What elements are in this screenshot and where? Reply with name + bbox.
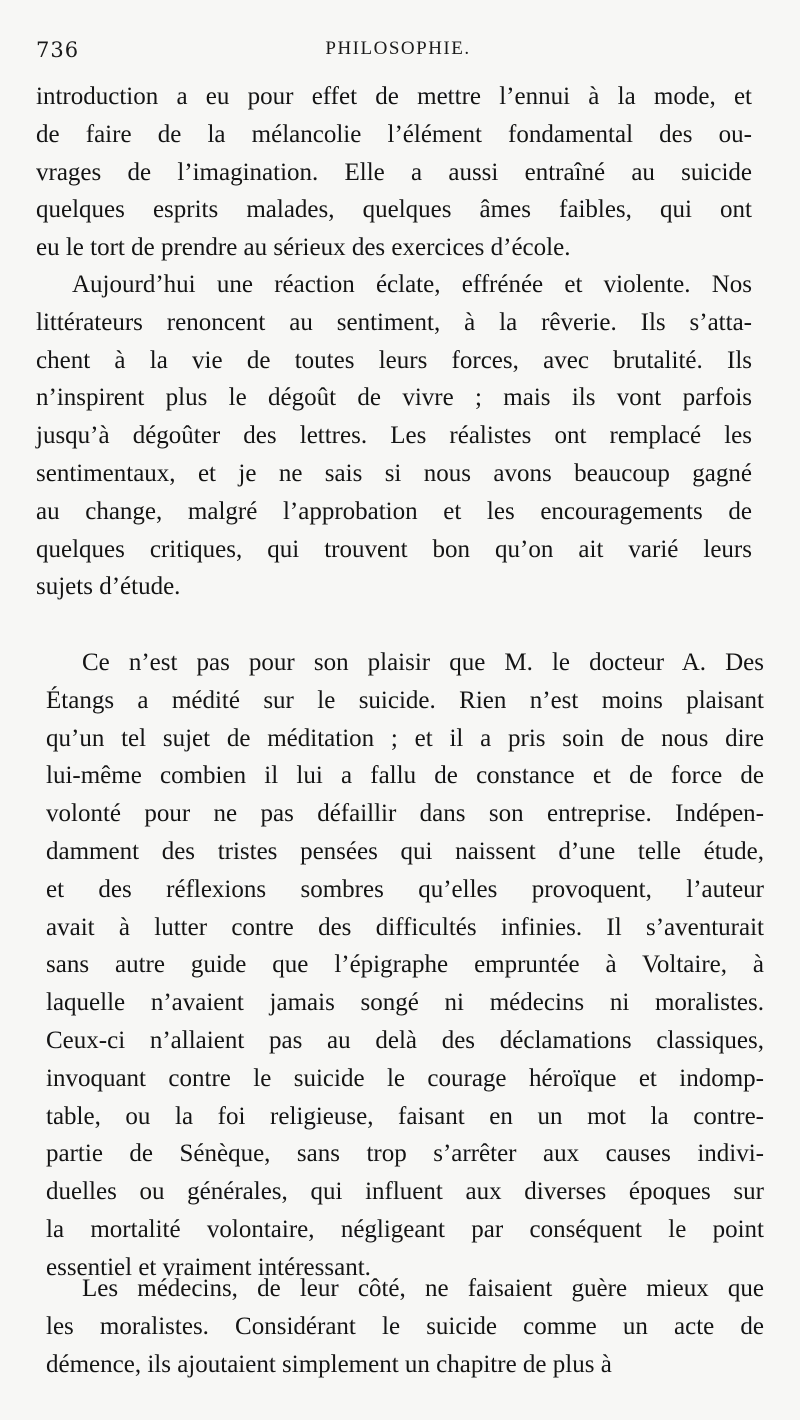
text-line: quelques critiques, qui trouvent bon qu’on ait varié leurs (36, 535, 752, 563)
text-line: démence, ils ajoutaient simplement un chapitre de plus à (46, 1350, 612, 1378)
text-line: de faire de la mélancolie l’élément fondamental des ou- (36, 120, 752, 148)
text-line: sujets d’étude. (36, 573, 181, 601)
text-line: eu le tort de prendre au sérieux des exercices d’école. (36, 234, 571, 262)
page-number: 736 (36, 38, 80, 62)
text-line: duelles ou générales, qui influent aux diverses époques sur (46, 1178, 764, 1206)
page-header (36, 38, 760, 68)
text-line: Ce n’est pas pour son plaisir que M. le docteur A. Des (82, 649, 764, 676)
text-line: au change, malgré l’approbation et les encouragements de (36, 497, 752, 525)
text-line: et des réflexions sombres qu’elles provoquent, l’auteur (46, 875, 764, 903)
paragraph-2 (36, 266, 752, 606)
text-line: Les médecins, de leur côté, ne faisaient guère mieux que (82, 1275, 764, 1302)
paragraph-4 (46, 1270, 764, 1383)
paragraph-1 (36, 78, 752, 267)
text-line: sans autre guide que l’épigraphe empruntée à Voltaire, à (46, 951, 764, 979)
text-line: Étangs a médité sur le suicide. Rien n’est moins plaisant (46, 686, 764, 714)
text-line: qu’un tel sujet de méditation ; et il a pris soin de nous dire (46, 724, 764, 752)
text-line: lui-même combien il lui a fallu de constance et de force de (46, 762, 764, 790)
text-line: sentimentaux, et je ne sais si nous avons beaucoup gagné (36, 459, 752, 487)
text-line: avait à lutter contre des difficultés infinies. Il s’aventurait (46, 913, 764, 941)
text-line: invoquant contre le suicide le courage héroïque et indomp- (46, 1064, 764, 1092)
text-line: vrages de l’imagination. Elle a aussi entraîné au suicide (36, 158, 752, 186)
text-line: damment des tristes pensées qui naissent d’une telle étude, (46, 837, 764, 865)
text-line: n’inspirent plus le dégoût de vivre ; mais ils vont parfois (36, 384, 752, 412)
text-line: les moralistes. Considérant le suicide comme un acte de (46, 1312, 764, 1340)
text-line: table, ou la foi religieuse, faisant en un mot la contre- (46, 1102, 764, 1130)
text-line: volonté pour ne pas défaillir dans son entreprise. Indépen- (46, 800, 764, 828)
text-line: partie de Sénèque, sans trop s’arrêter aux causes indivi- (46, 1140, 764, 1168)
text-line: laquelle n’avaient jamais songé ni médecins ni moralistes. (46, 989, 764, 1017)
text-line: la mortalité volontaire, négligeant par conséquent le point (46, 1215, 764, 1243)
text-line: Aujourd’hui une réaction éclate, effrénée et violente. Nos (72, 271, 752, 298)
text-line: quelques esprits malades, quelques âmes faibles, qui ont (36, 196, 752, 224)
text-line: jusqu’à dégoûter des lettres. Les réalistes ont remplacé les (36, 422, 752, 450)
paragraph-3 (46, 644, 764, 1287)
text-line: Ceux-ci n’allaient pas au delà des déclamations classiques, (46, 1026, 764, 1054)
text-line: littérateurs renoncent au sentiment, à la rêverie. Ils s’atta- (36, 308, 752, 336)
text-line: introduction a eu pour effet de mettre l’ennui à la mode, et (36, 83, 752, 110)
running-head: PHILOSOPHIE. (325, 38, 471, 59)
text-line: essentiel et vraiment intéressant. (46, 1253, 371, 1281)
text-line: chent à la vie de toutes leurs forces, avec brutalité. Ils (36, 346, 752, 374)
